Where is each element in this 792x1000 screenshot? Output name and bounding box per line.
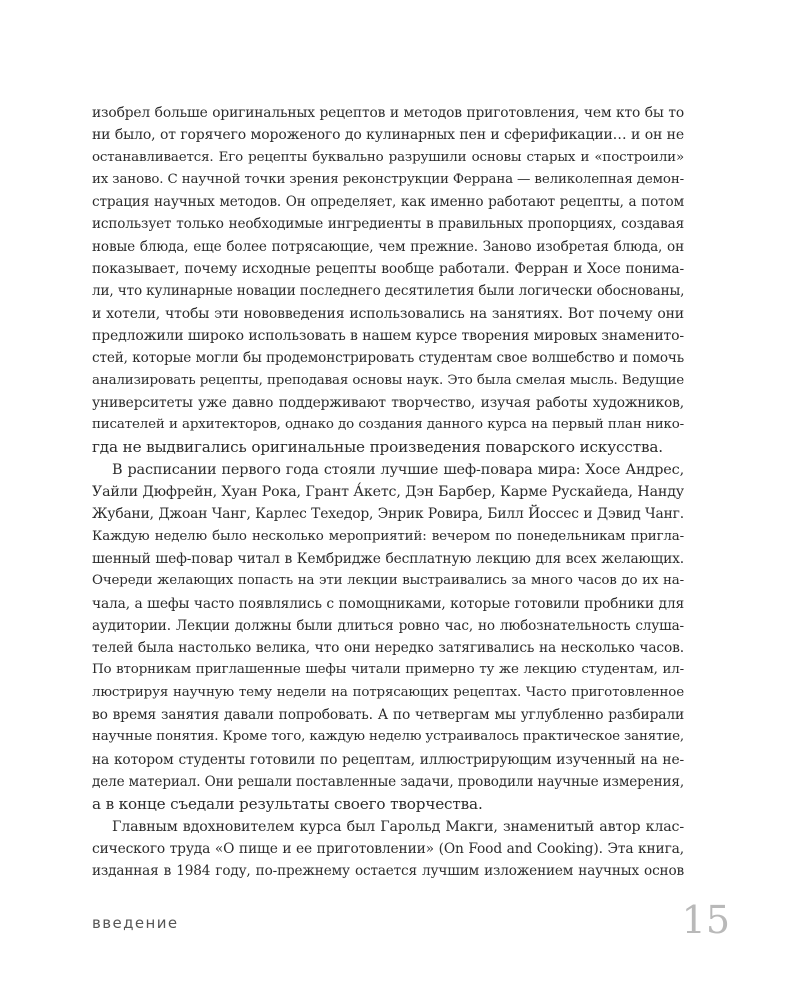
section-label: введение [92,914,179,932]
text-line: По вторникам приглашенные шефы читали примерно ту же лекцию студентам, ил- [92,662,684,678]
text-line: изданная в 1984 году, по-прежнему остается лучшим изложением научных основ [92,863,684,880]
text-line: люстрируя научную тему недели на потрясающих рецептах. Часто приготовленное [92,684,684,700]
text-line: использует только необходимые ингредиенты в правильных пропорциях, создавая [92,216,684,233]
paragraph-2 [92,459,684,816]
text-line: анализировать рецепты, преподавая основы наук. Это была смелая мысль. Ведущие [92,372,684,388]
text-line: шенный шеф-повар читал в Кембридже бесплатную лекцию для всех желающих. [92,550,684,567]
text-line: страция научных методов. Он определяет, как именно работают рецепты, а потом [92,194,684,211]
text-line: во время занятия давали попробовать. А по четвергам мы углубленно разбирали [92,707,684,724]
text-line: изобрел больше оригинальных рецептов и методов приготовления, чем кто бы то [92,105,684,121]
paragraph-1 [92,102,684,459]
text-line: показывает, почему исходные рецепты вообще работали. Ферран и Хосе понима- [92,261,684,278]
text-line: и хотели, чтобы эти нововведения использовались на занятиях. Вот почему они [92,305,684,322]
text-line: предложили широко использовать в нашем курсе творения мировых знаменито- [92,327,684,344]
text-line: писателей и архитекторов, однако до создания данного курса на первый план нико- [92,417,684,433]
paragraph-3 [92,816,684,883]
text-line: Главным вдохновителем курса был Гарольд Макги, знаменитый автор клас- [112,818,684,835]
text-line: сического труда «О пище и ее приготовлении» (On Food and Cooking). Эта книга, [92,840,684,857]
text-line: телей была настолько велика, что они нередко затягивались на несколько часов. [92,640,684,657]
text-line: ни было, от горячего мороженого до кулинарных пен и сферификации… и он не [92,127,684,144]
text-line: В расписании первого года стояли лучшие шеф-повара мира: Хосе Андрес, [112,461,684,478]
page-number: 15 [681,898,730,942]
text-line: гда не выдвигались оригинальные произведения поварского искусства. [92,438,663,457]
text-line: Каждую неделю было несколько мероприятий: вечером по понедельникам пригла- [92,528,684,544]
text-line: на котором студенты готовили по рецептам, иллюстрирующим изученный на не- [92,751,684,768]
text-line: университеты уже давно поддерживают творчество, изучая работы художников, [92,394,684,411]
text-line: а в конце съедали результаты своего творчества. [92,795,483,814]
text-line: новые блюда, еще более потрясающие, чем прежние. Заново изобретая блюда, он [92,238,684,255]
text-line: чала, а шефы часто появлялись с помощниками, которые готовили пробники для [92,595,684,612]
text-line: Уайли Дюфрейн, Хуан Рока, Грант А́кетс, Дэн Барбер, Карме Рускайеда, Нанду [92,484,684,501]
text-line: останавливается. Его рецепты буквально разрушили основы старых и «построили» [92,149,684,165]
body-text [92,102,684,882]
text-line: научные понятия. Кроме того, каждую неделю устраивалось практическое занятие, [92,729,684,745]
text-line: деле материал. Они решали поставленные задачи, проводили научные измерения, [92,773,684,790]
text-line: ли, что кулинарные новации последнего десятилетия были логически обоснованы, [92,283,685,300]
text-line: Жубани, Джоан Чанг, Карлес Техедор, Энрик Ровира, Билл Йоссес и Дэвид Чанг. [92,506,684,523]
text-line: Очереди желающих попасть на эти лекции выстраивались за много часов до их на- [92,573,684,589]
text-line: аудитории. Лекции должны были длиться ровно час, но любознательность слуша- [92,617,684,634]
text-line: их заново. С научной точки зрения реконструкции Феррана — великолепная демон- [92,171,684,187]
text-line: стей, которые могли бы продемонстрировать студентам свое волшебство и помочь [92,350,684,367]
